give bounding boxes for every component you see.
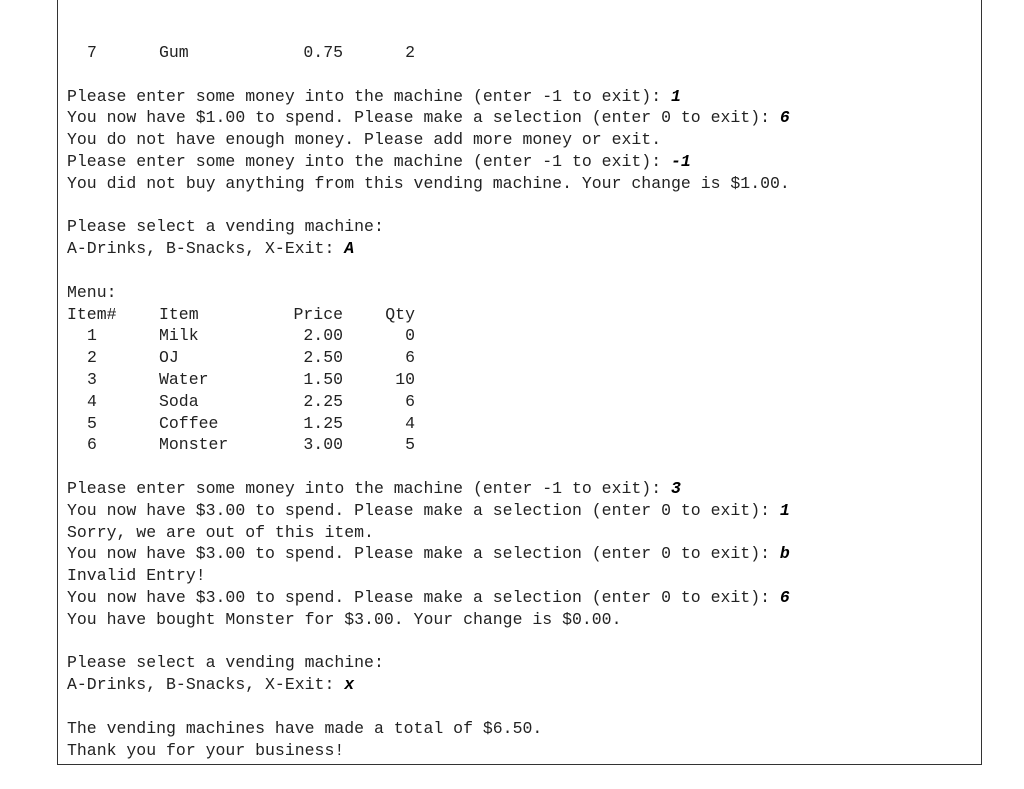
item-price: 2.25 xyxy=(303,391,343,411)
total-sales-message: The vending machines have made a total of $6.50. xyxy=(67,718,543,738)
selection-prompt-line xyxy=(67,107,790,129)
item-qty: 5 xyxy=(405,435,415,455)
selection-input: 1 xyxy=(779,500,790,520)
money-prompt: Please enter some money into the machine (enter -1 to exit): xyxy=(67,86,671,106)
item-qty: 6 xyxy=(405,391,415,411)
machine-input: x xyxy=(344,675,355,695)
menu-row xyxy=(67,413,790,435)
item-qty: 6 xyxy=(405,348,415,368)
menu-row xyxy=(67,434,790,456)
menu-row-gum xyxy=(67,42,790,64)
item-number: 7 xyxy=(87,43,97,62)
money-prompt-line xyxy=(67,86,790,108)
header-price: Price xyxy=(293,304,343,324)
item-number: 2 xyxy=(87,348,97,368)
select-machine-prompt: Please select a vending machine: xyxy=(67,653,384,673)
console-output xyxy=(67,42,790,761)
item-name: Coffee xyxy=(159,413,219,433)
item-qty: 0 xyxy=(405,326,415,346)
machine-options-line xyxy=(67,238,790,260)
item-name: OJ xyxy=(159,348,179,368)
money-prompt: Please enter some money into the machine (enter -1 to exit): xyxy=(67,151,671,171)
machine-options: A-Drinks, B-Snacks, X-Exit: xyxy=(67,675,345,695)
menu-title: Menu: xyxy=(67,282,117,302)
item-number: 4 xyxy=(87,391,97,411)
menu-row xyxy=(67,325,790,347)
item-name: Soda xyxy=(159,391,199,411)
item-price: 2.50 xyxy=(303,348,343,368)
selection-input: 6 xyxy=(779,108,790,128)
money-input: -1 xyxy=(671,151,691,171)
item-number: 5 xyxy=(87,413,97,433)
menu-header-row xyxy=(67,304,790,326)
no-purchase-message: You did not buy anything from this vending machine. Your change is $1.00. xyxy=(67,173,790,193)
select-machine-prompt: Please select a vending machine: xyxy=(67,217,384,237)
selection-prompt: You now have $1.00 to spend. Please make a selection (enter 0 to exit): xyxy=(67,108,780,128)
machine-input: A xyxy=(344,239,355,259)
item-name: Water xyxy=(159,369,209,389)
machine-options-line xyxy=(67,674,790,696)
money-prompt: Please enter some money into the machine (enter -1 to exit): xyxy=(67,478,671,498)
header-qty: Qty xyxy=(385,304,415,324)
item-qty: 10 xyxy=(395,369,415,389)
selection-prompt-line xyxy=(67,500,790,522)
selection-prompt: You now have $3.00 to spend. Please make a selection (enter 0 to exit): xyxy=(67,500,780,520)
selection-prompt: You now have $3.00 to spend. Please make a selection (enter 0 to exit): xyxy=(67,544,780,564)
thank-you-message: Thank you for your business! xyxy=(67,740,345,760)
item-price: 3.00 xyxy=(303,435,343,455)
item-qty: 2 xyxy=(405,43,415,62)
item-qty: 4 xyxy=(405,413,415,433)
purchase-message: You have bought Monster for $3.00. Your change is $0.00. xyxy=(67,609,622,629)
money-input: 3 xyxy=(671,478,681,498)
money-prompt-line xyxy=(67,151,790,173)
item-number: 1 xyxy=(87,326,97,346)
header-item-name: Item xyxy=(159,304,199,324)
item-price: 0.75 xyxy=(303,43,343,62)
selection-prompt: You now have $3.00 to spend. Please make a selection (enter 0 to exit): xyxy=(67,587,780,607)
item-name: Gum xyxy=(159,43,189,62)
invalid-entry-message: Invalid Entry! xyxy=(67,566,206,586)
selection-input: b xyxy=(779,544,790,564)
not-enough-message: You do not have enough money. Please add more money or exit. xyxy=(67,130,662,150)
item-number: 6 xyxy=(87,435,97,455)
money-input: 1 xyxy=(671,86,681,106)
header-item-number: Item# xyxy=(67,304,117,324)
item-price: 1.25 xyxy=(303,413,343,433)
selection-prompt-line xyxy=(67,587,790,609)
item-price: 1.50 xyxy=(303,369,343,389)
menu-row xyxy=(67,391,790,413)
machine-options: A-Drinks, B-Snacks, X-Exit: xyxy=(67,239,345,259)
selection-prompt-line xyxy=(67,543,790,565)
menu-row xyxy=(67,369,790,391)
sold-out-message: Sorry, we are out of this item. xyxy=(67,522,374,542)
item-name: Monster xyxy=(159,435,229,455)
money-prompt-line xyxy=(67,478,790,500)
item-number: 3 xyxy=(87,369,97,389)
menu-row xyxy=(67,347,790,369)
selection-input: 6 xyxy=(779,587,790,607)
item-name: Milk xyxy=(159,326,199,346)
item-price: 2.00 xyxy=(303,326,343,346)
